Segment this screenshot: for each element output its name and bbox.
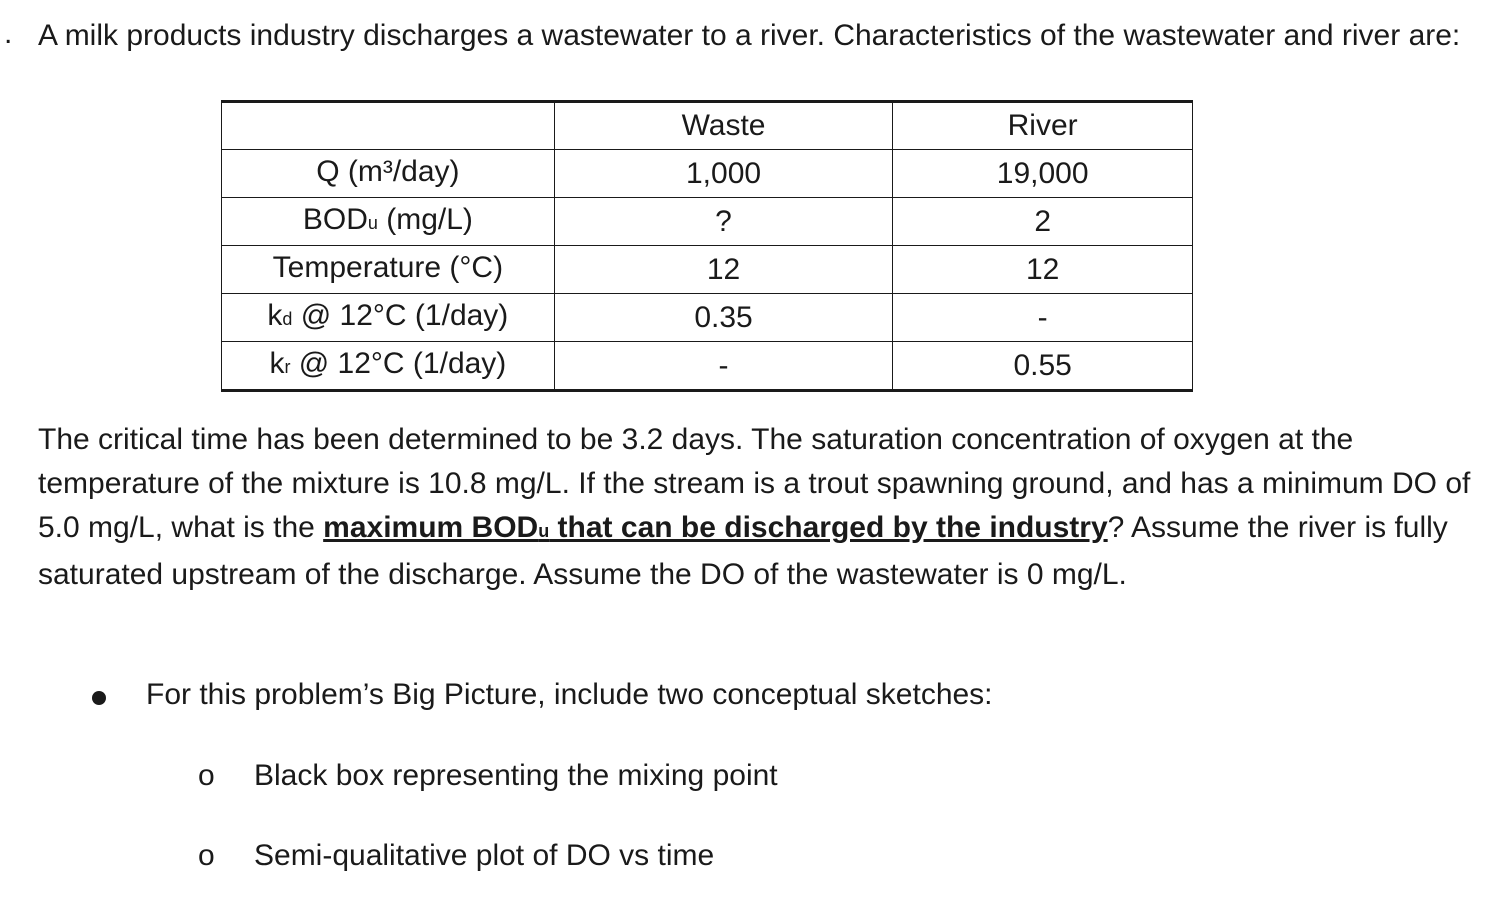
table-row: [222, 342, 1193, 391]
row-label: kd @ 12°C (1/day): [222, 294, 555, 342]
sub-bullet-item: Black box representing the mixing point: [254, 759, 778, 792]
river-value: 2: [893, 198, 1193, 246]
river-value: 19,000: [893, 150, 1193, 198]
river-value: 12: [893, 246, 1193, 294]
table-row: [222, 294, 1193, 342]
waste-value: 12: [554, 246, 893, 294]
sub-bullet-marker: o: [198, 759, 215, 792]
waste-value: -: [554, 342, 893, 391]
river-value: 0.55: [893, 342, 1193, 391]
row-label: Temperature (°C): [222, 246, 555, 294]
table-header-waste: Waste: [554, 102, 893, 150]
waste-value: 0.35: [554, 294, 893, 342]
sub-bullet-marker: o: [198, 839, 215, 872]
river-value: -: [893, 294, 1193, 342]
bullet-icon: [92, 691, 106, 705]
row-label: kr @ 12°C (1/day): [222, 342, 555, 391]
waste-value: ?: [554, 198, 893, 246]
bullet-item: For this problem’s Big Picture, include two conceptual sketches:: [146, 678, 993, 711]
row-label: Q (m³/day): [222, 150, 555, 198]
table-header-row: [222, 102, 1193, 150]
waste-value: 1,000: [554, 150, 893, 198]
table-row: [222, 198, 1193, 246]
problem-paragraph: The critical time has been determined to be 3.2 days. The saturation concentration of oxygen at the temperature of the mixture is 10.8 mg/L. If the stream is a trout spawning ground, and has a minimum DO of 5.0 mg/L, what is the maximum BODu that can be discharged by the industry? Assume the river is fully saturated upstream of the discharge. Assume the DO of the wastewater is 0 mg/L.: [38, 423, 1471, 591]
list-marker: .: [4, 17, 13, 50]
table-row: [222, 150, 1193, 198]
sub-bullet-item: Semi-qualitative plot of DO vs time: [254, 839, 715, 872]
table-row: [222, 246, 1193, 294]
table-header-blank: [222, 102, 555, 150]
characteristics-table: [221, 100, 1193, 392]
row-label: BODu (mg/L): [222, 198, 555, 246]
intro-paragraph: A milk products industry discharges a wastewater to a river. Characteristics of the wastewater and river are:: [38, 19, 1461, 52]
table-header-river: River: [893, 102, 1193, 150]
emphasized-question: maximum BODu that can be discharged by the industry: [323, 511, 1108, 544]
